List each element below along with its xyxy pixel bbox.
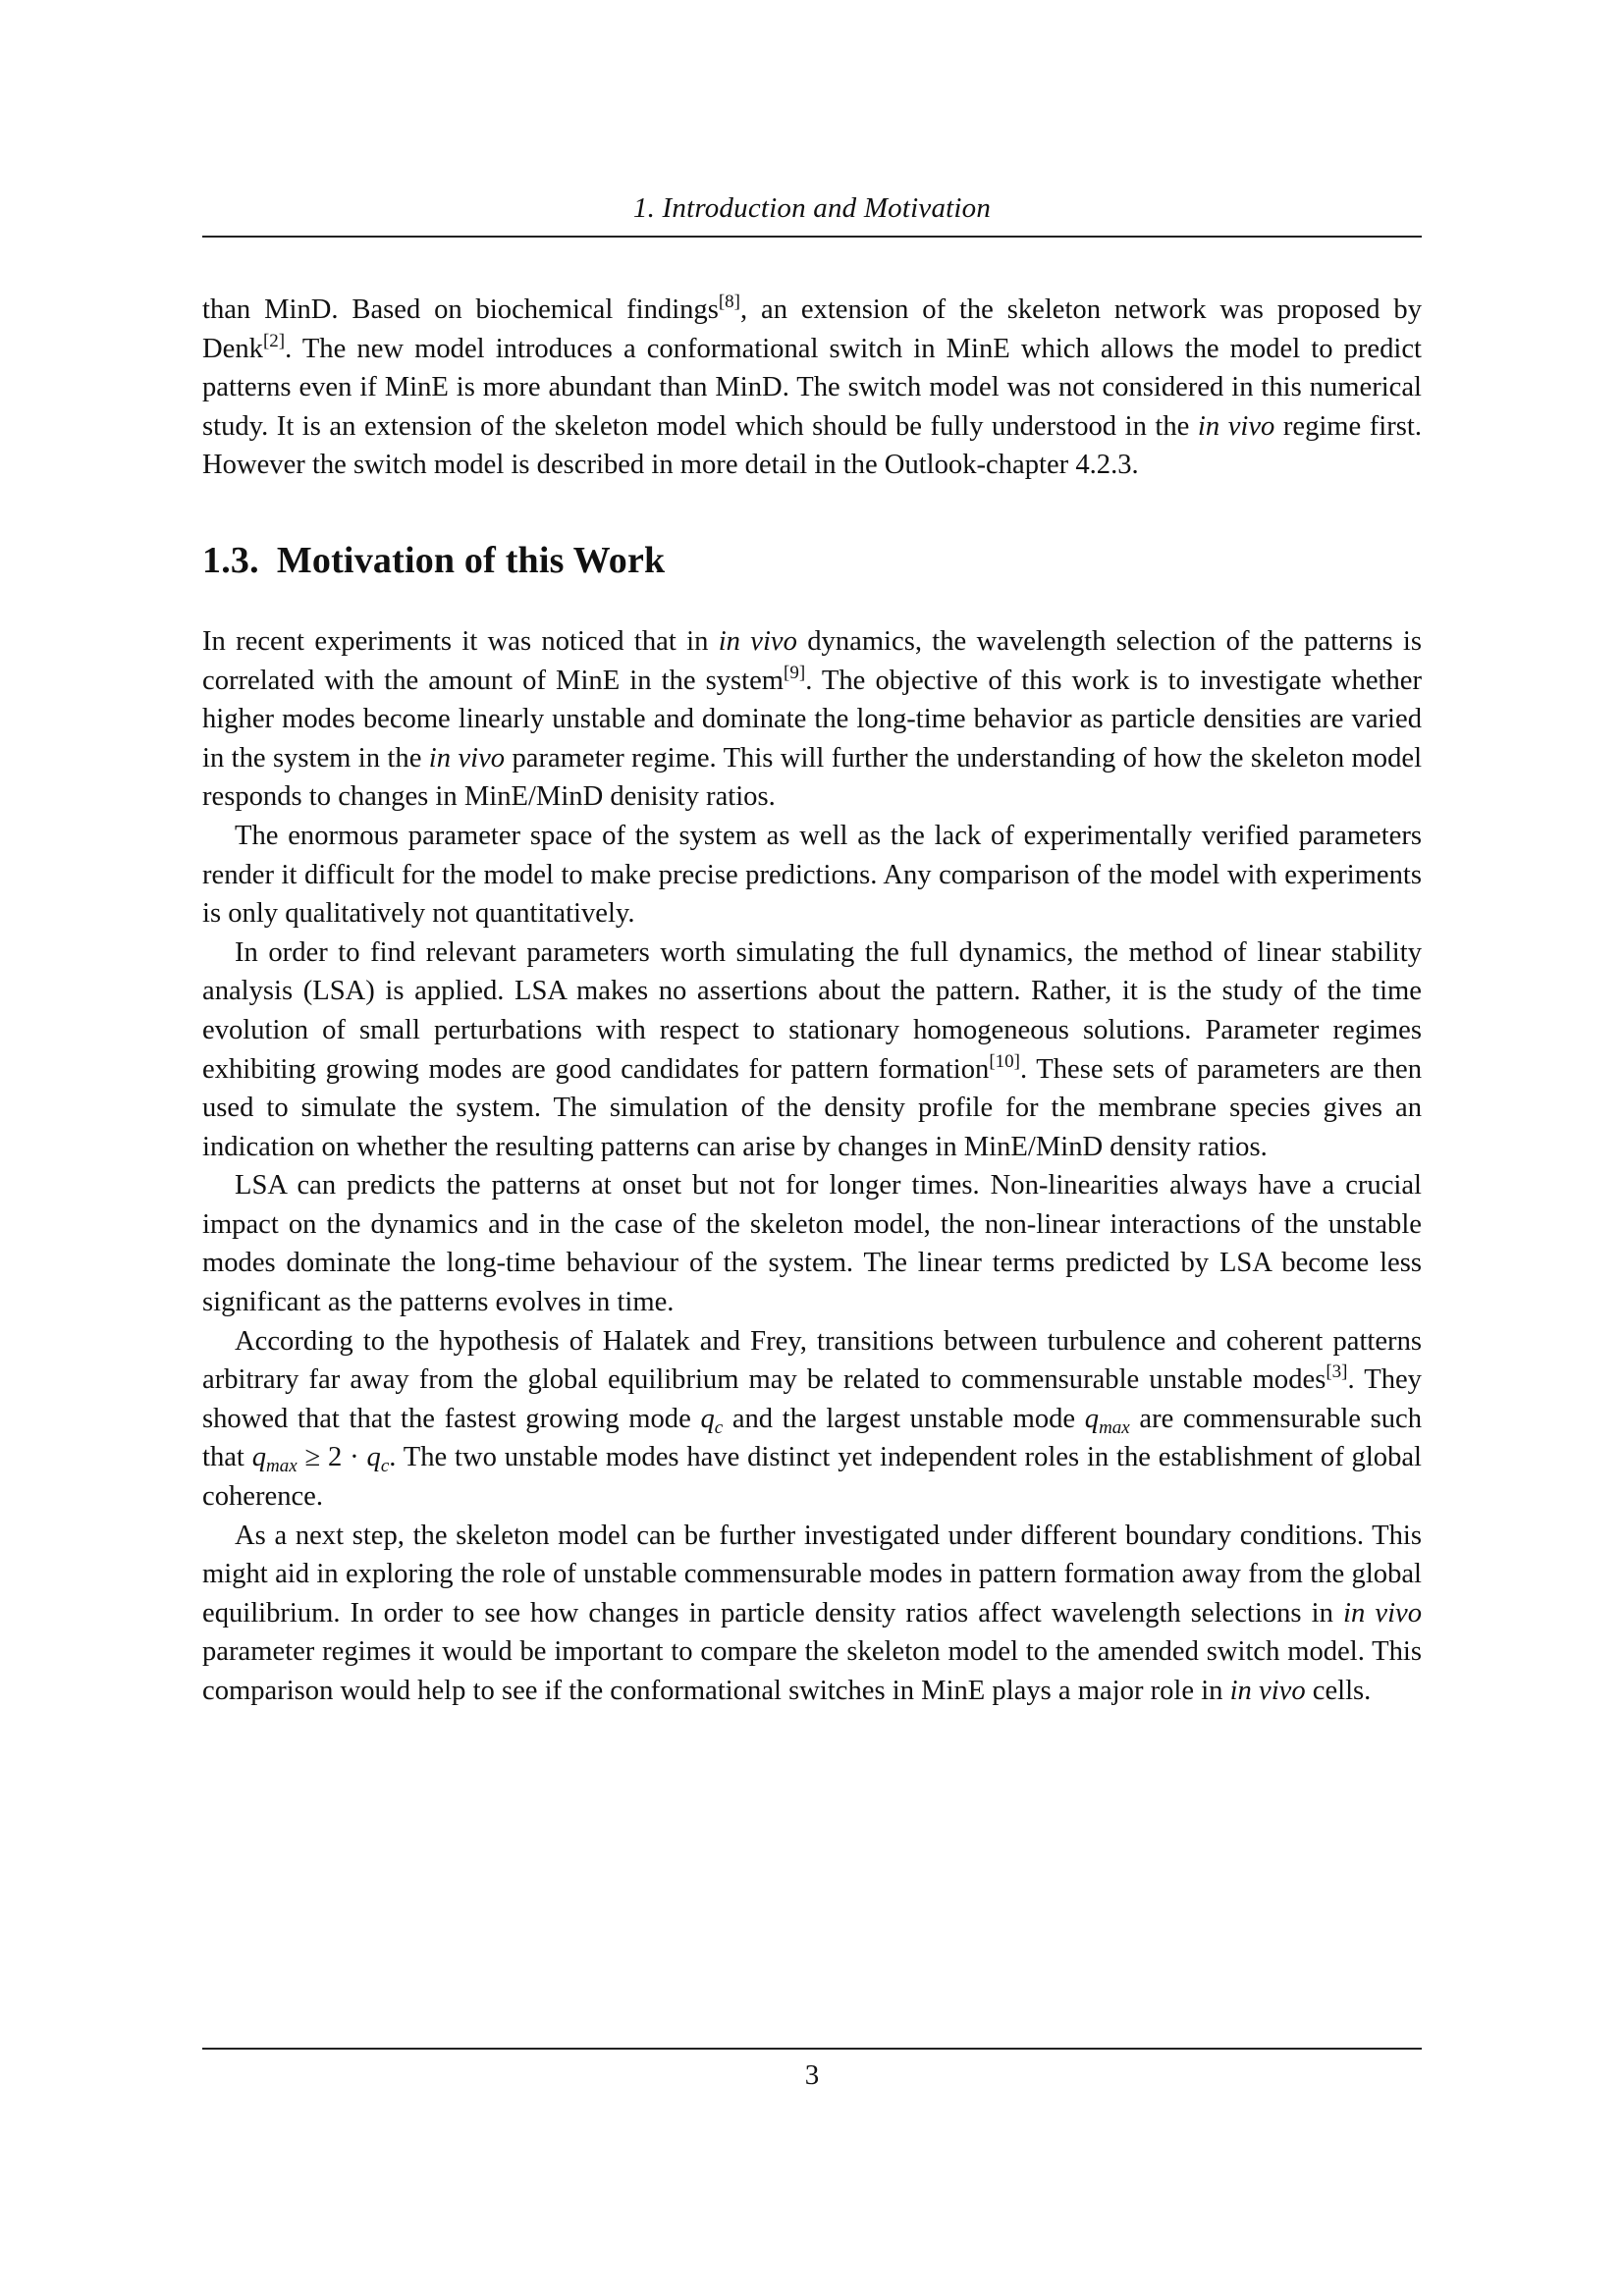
- text-run: . These sets of parameters are then used to simulate the system. The simulation of the density profile for the membrane species gives an indication on whether the resulting patterns can arise by changes in MinE/MinD density ratios.: [202, 1053, 1422, 1162]
- citation-3[interactable]: [3]: [1326, 1362, 1348, 1383]
- text-run: As a next step, the skeleton model can be further investigated under different boundary conditions. This might aid in exploring the role of unstable commensurable modes in pattern formation away from the global equilibrium. In order to see how changes in particle density ratios affect wavelength selections in: [202, 1520, 1422, 1629]
- page-number: 3: [804, 2059, 820, 2091]
- math-q-max: [1084, 1403, 1130, 1438]
- math-subscript: c: [714, 1416, 724, 1438]
- text-run: In order to find relevant parameters worth simulating the full dynamics, the method of linear stability analysis (LSA) is applied. LSA makes no assertions about the pattern. Rather, it is the study of the time evolution of small perturbations with respect to stationary homogeneous solutions. Parameter regimes exhibiting growing modes are good candidates for pattern formation: [202, 936, 1422, 1085]
- italic-term: in vivo: [428, 742, 506, 774]
- math-symbol: q: [251, 1442, 267, 1473]
- math-q-c: [700, 1403, 724, 1438]
- header-rule: [202, 236, 1422, 238]
- math-inequality: [251, 1442, 390, 1477]
- section-number: 1.3.: [202, 539, 259, 581]
- math-subscript: c: [380, 1456, 390, 1477]
- math-symbol: q: [700, 1403, 715, 1434]
- body-text: [202, 291, 1422, 1711]
- section-title: Motivation of this Work: [276, 539, 666, 581]
- paragraph-1: [202, 291, 1422, 485]
- citation-10[interactable]: [10]: [989, 1050, 1020, 1072]
- math-subscript: max: [266, 1456, 298, 1477]
- footer-rule: [202, 2048, 1422, 2050]
- paragraph-3: The enormous parameter space of the system as well as the lack of experimentally verified parameters render it difficult for the model to make precise predictions. Any comparison of the model with experiments is only qualitatively not quantitatively.: [202, 820, 1422, 930]
- math-subscript: max: [1099, 1416, 1130, 1438]
- math-relation: ≥ 2 ·: [297, 1442, 367, 1473]
- paragraph-5: LSA can predicts the patterns at onset but not for longer times. Non-linearities always have a crucial impact on the dynamics and in the case of the skeleton model, the non-linear interactions of the unstable modes dominate the long-time behaviour of the system. The linear terms predicted by LSA become less significant as the patterns evolves in time.: [202, 1170, 1422, 1318]
- paragraph-4: [202, 934, 1422, 1167]
- paragraph-7: [202, 1517, 1422, 1711]
- math-symbol: q: [1084, 1403, 1100, 1434]
- citation-9[interactable]: [9]: [784, 662, 806, 683]
- running-header: 1. Introduction and Motivation: [632, 192, 992, 224]
- text-run: . The new model introduces a conformational switch in MinE which allows the model to predict patterns even if MinE is more abundant than MinD. The switch model was not considered in this numerical study. It is an extension of the skeleton model which should be fully understood in the: [202, 333, 1422, 442]
- math-symbol: q: [366, 1442, 381, 1473]
- text-run: . The objective of this work is to investigate whether higher modes become linearly unstable and dominate the long-time behavior as particle densities are varied in the system in the: [202, 665, 1422, 774]
- text-run: parameter regimes it would be important to compare the skeleton model to the amended switch model. This comparison would help to see if the conformational switches in MinE plays a major role in: [202, 1636, 1422, 1706]
- section-heading: [202, 538, 1422, 583]
- text-run: dynamics, the wavelength selection of the patterns is correlated with the amount of MinE in the system: [202, 625, 1422, 696]
- text-run: are commensurable such that: [202, 1403, 1423, 1473]
- text-run: parameter regime. This will further the understanding of how the skeleton model responds to changes in MinE/MinD denisity ratios.: [202, 742, 1423, 813]
- paragraph-2: [202, 622, 1422, 817]
- paragraph-6: [202, 1322, 1422, 1517]
- italic-term: in vivo: [1343, 1597, 1422, 1629]
- italic-term: in vivo: [718, 625, 797, 657]
- text-run: According to the hypothesis of Halatek and Frey, transitions between turbulence and coherent patterns arbitrary far away from the global equilibrium may be related to commensurable unstable modes: [202, 1325, 1422, 1396]
- italic-term: in vivo: [1197, 410, 1275, 442]
- text-run: cells.: [1305, 1676, 1372, 1706]
- text-run: . They showed that that the fastest growing mode: [202, 1364, 1422, 1434]
- citation-2[interactable]: [2]: [262, 330, 286, 351]
- text-run: . The two unstable modes have distinct yet independent roles in the establishment of global coherence.: [202, 1442, 1423, 1513]
- text-run: , an extension of the skeleton network was proposed by Denk: [202, 294, 1422, 364]
- text-run: than MinD. Based on biochemical findings: [202, 294, 719, 325]
- text-run: In recent experiments it was noticed that in: [202, 625, 719, 657]
- citation-8[interactable]: [8]: [718, 292, 741, 312]
- text-run: and the largest unstable mode: [723, 1403, 1085, 1434]
- text-run: regime first. However the switch model is described in more detail in the Outlook-chapter 4.2.3.: [202, 410, 1422, 481]
- italic-term: in vivo: [1229, 1676, 1306, 1706]
